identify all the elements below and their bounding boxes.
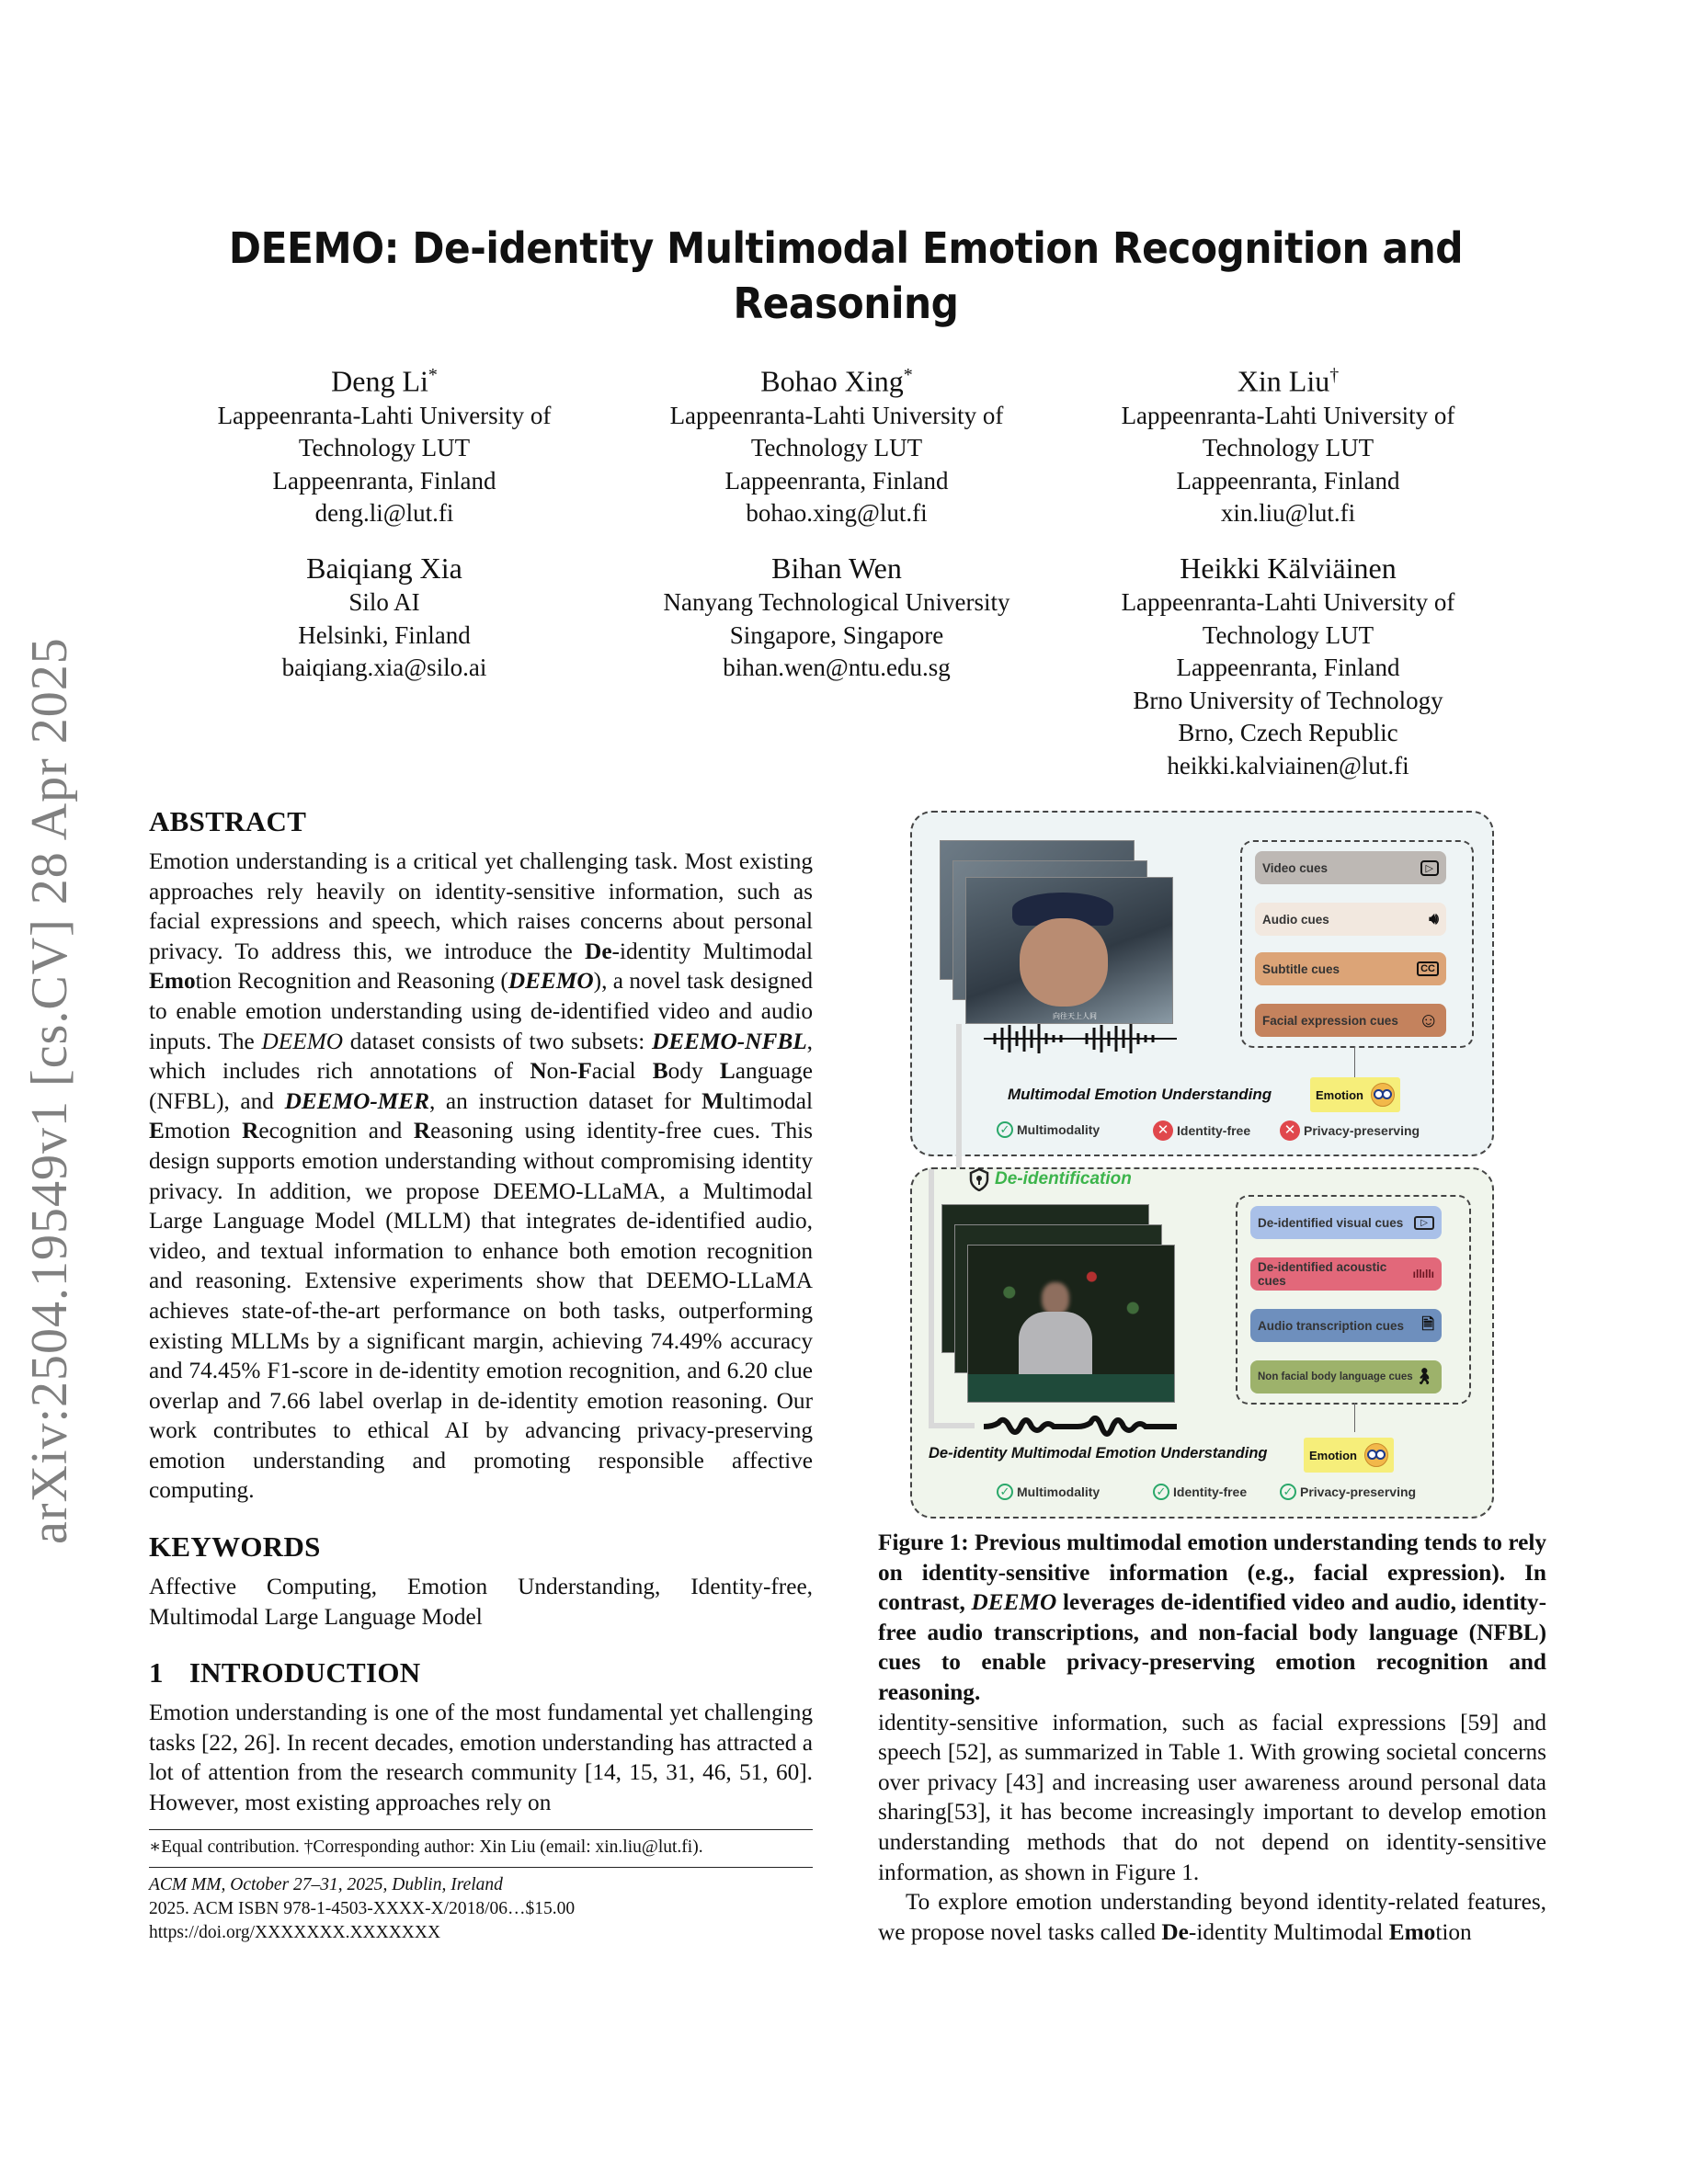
author-name: Heikki Kälviäinen [1180,552,1397,585]
property-multimodality [997,1484,1100,1500]
author-email[interactable]: bohao.xing@lut.fi [746,499,928,528]
property-label: Multimodality [1017,1484,1101,1499]
play-icon: ▷ [1420,860,1439,876]
author-name: Bohao Xing [760,364,904,398]
cue-non-facial-body-language [1250,1360,1442,1393]
deidentification-label [969,1167,1132,1191]
face-icon: ☺ [1418,1008,1439,1031]
venue-info: ACM MM, October 27–31, 2025, Dublin, Ireland [149,1874,503,1894]
introduction-heading [149,1655,813,1690]
check-icon: ✓ [997,1121,1013,1138]
cue-audio [1255,903,1446,936]
author-affiliation: Lappeenranta-Lahti University of [1121,401,1455,429]
subtitle-overlay: 向往天上人间 [1053,1012,1097,1020]
nerd-face-icon [1364,1443,1388,1467]
cue-label: De-identified acoustic cues [1258,1260,1387,1288]
right-column [878,1528,1546,1947]
panel-title: De-identity Multimodal Emotion Understanding [929,1445,1268,1462]
footnote-divider [149,1829,813,1830]
author-affiliation: Lappeenranta-Lahti University of [1121,588,1455,616]
cue-label: Video cues [1262,860,1329,875]
left-column [149,804,813,1945]
author-location: Lappeenranta, Finland [272,466,496,495]
cross-icon: ✕ [1280,1120,1300,1141]
cue-deidentified-visual [1250,1206,1442,1239]
author-affiliation: Technology LUT [750,434,923,462]
author-affiliation: Technology LUT [298,434,471,462]
author-location: Helsinki, Finland [298,620,471,649]
deidentified-waveform-icon [984,1410,1177,1443]
audio-transcript-icon: 🗎 [1421,1314,1434,1333]
property-label: Privacy-preserving [1300,1484,1417,1499]
property-multimodality [997,1121,1100,1138]
video-player-icon: ▷ [1414,1216,1434,1230]
author-deng-li [168,357,600,530]
author-affiliation: Lappeenranta-Lahti University of [217,401,552,429]
cues-container [1240,840,1474,1048]
check-icon: ✓ [997,1484,1013,1500]
property-privacy-preserving [1280,1120,1420,1141]
arrow-to-emotion [1354,1403,1355,1432]
author-name: Xin Liu [1237,364,1330,398]
doi-link[interactable]: https://doi.org/XXXXXXX.XXXXXXX [149,1922,441,1942]
author-heikki-kalviainen [1072,550,1504,782]
deidentity-understanding-panel [910,1167,1494,1519]
check-icon: ✓ [1153,1484,1169,1500]
author-affiliation: Silo AI [348,588,420,616]
cue-label: De-identified visual cues [1258,1215,1404,1230]
cue-subtitle [1255,952,1446,985]
emotion-label: Emotion [1309,1448,1357,1462]
author-email[interactable]: heikki.kalviainen@lut.fi [1167,751,1409,779]
author-name: Deng Li [331,364,428,398]
footnote-divider [149,1867,813,1868]
cue-label: Subtitle cues [1262,961,1340,976]
author-mark: * [903,365,913,385]
figure-1-caption: Figure 1: Previous multimodal emotion understanding tends to rely on identity-sensitive information (e.g., facial expression). In contrast, DEEMO leverages de-identified video and audio, identity-free audio transcriptions, and non-facial body language (NFBL) cues to enable privacy-preserving emotion recognition and reasoning. [878,1530,1546,1705]
author-mark: † [1329,365,1340,385]
footnote-contribution: ∗Equal contribution. †Corresponding author: Xin Liu (email: xin.liu@lut.fi). [149,1837,703,1857]
property-label: Identity-free [1177,1123,1251,1138]
property-label: Privacy-preserving [1304,1123,1420,1138]
abstract-heading: ABSTRACT [149,805,307,837]
author-email[interactable]: xin.liu@lut.fi [1220,499,1356,528]
author-email[interactable]: deng.li@lut.fi [314,499,454,528]
author-affiliation: Technology LUT [1202,620,1374,649]
author-mark: * [428,365,438,385]
introduction-paragraph-2: To explore emotion understanding beyond identity-related features, we propose novel tasks called De-identity Multimodal Emotion [878,1889,1546,1945]
cue-label: Non facial body language cues [1258,1371,1413,1382]
cue-label: Audio cues [1262,912,1329,927]
emotion-output [1310,1077,1400,1112]
author-affiliation: Lappeenranta-Lahti University of [669,401,1004,429]
author-bohao-xing [621,357,1053,530]
introduction-text-right: identity-sensitive information, such as facial expressions [59] and speech [52], as summarized in Table 1. With growing societal concerns over privacy [43] and increasing user awareness around personal data sharing[53], it has become increasingly important to develop emotion understanding methods that do not depend on identity-sensitive information, as shown in Figure 1. [878,1709,1546,1885]
keywords-text: Affective Computing, Emotion Understanding, Identity-free, Multimodal Large Language Model [149,1574,813,1630]
isbn-info: 2025. ACM ISBN 978-1-4503-XXXX-X/2018/06…$15.00 [149,1898,576,1918]
author-baiqiang-xia [168,550,600,685]
speaker-icon: 🔊︎ [1429,910,1439,927]
author-affiliation: Technology LUT [1202,434,1374,462]
deidentified-cues-container [1236,1195,1471,1405]
cue-label: Facial expression cues [1262,1013,1398,1028]
property-privacy-preserving [1280,1484,1416,1500]
property-identity-free [1153,1484,1247,1500]
cue-deidentified-acoustic [1250,1257,1442,1291]
arxiv-identifier-stamp: arXiv:2504.19549v1 [cs.CV] 28 Apr 2025 [21,637,78,1544]
abstract-text: Emotion understanding is a critical yet challenging task. Most existing approaches rely heavily on identity-sensitive information, such as facial expressions and speech, which raises concerns about personal privacy. To address this, we introduce the De-identity Multimodal Emotion Recognition and Reasoning (DEEMO), a novel task designed to enable emotion understanding using de-identified video and audio inputs. The DEEMO dataset consists of two subsets: DEEMO-NFBL, which includes rich annotations of Non-Facial Body Language (NFBL), and DEEMO-MER, an instruction dataset for Multimodal Emotion Recognition and Reasoning using identity-free cues. This design supports emotion understanding without compromising identity privacy. In addition, we propose DEEMO-LLaMA, a Multimodal Large Language Model (MLLM) that integrates de-identified audio, video, and textual information to enhance both emotion recognition and reasoning. Extensive experiments show that DEEMO-LLaMA achieves state-of-the-art performance on both tasks, outperforming existing MLLMs by a significant margin, achieving 74.49% accuracy and 74.45% F1-score in de-identity emotion recognition, and 6.20 clue overlap and 7.66 label overlap in de-identity emotion reasoning. Our work contributes to ethical AI by advancing privacy-preserving emotion understanding and promoting responsible affective computing. [149,848,813,1504]
section-title: INTRODUCTION [188,1656,421,1689]
cue-label: Audio transcription cues [1258,1318,1405,1333]
keywords-heading: KEYWORDS [149,1530,321,1564]
figure-1 [910,811,1494,1519]
author-location: Brno, Czech Republic [1178,719,1398,746]
author-name: Bihan Wen [771,552,902,585]
paper-title: DEEMO: De-identity Multimodal Emotion Recognition and Reasoning [228,223,1464,328]
author-name: Baiqiang Xia [306,552,462,585]
author-email[interactable]: bihan.wen@ntu.edu.sg [723,654,951,681]
video-frame-face [965,877,1173,1024]
cue-facial-expression [1255,1004,1446,1037]
section-number: 1 [149,1656,164,1689]
introduction-text-left: Emotion understanding is one of the most fundamental yet challenging tasks [22, 26]. In recent decades, emotion understanding has attracted a lot of attention from the research community [14, 15, 31, 46, 51, 60]. However, most existing approaches rely on [149,1700,813,1816]
property-label: Identity-free [1173,1484,1248,1499]
check-icon: ✓ [1280,1484,1296,1500]
author-affiliation: Nanyang Technological University [663,588,1010,616]
nerd-face-icon [1371,1083,1395,1107]
author-location: Lappeenranta, Finland [724,466,949,495]
shield-lock-icon [969,1167,989,1191]
author-affiliation: Brno University of Technology [1133,686,1443,714]
panel-title: Multimodal Emotion Understanding [1008,1086,1272,1103]
author-location: Singapore, Singapore [729,620,944,649]
body-language-icon: 🚶︎ [1414,1368,1434,1385]
author-location: Lappeenranta, Finland [1176,466,1400,495]
cue-audio-transcription [1250,1309,1442,1342]
deidentification-text: De-identification [995,1169,1132,1189]
video-frame-blurred-face [967,1245,1175,1403]
emotion-label: Emotion [1316,1087,1363,1102]
cross-icon: ✕ [1153,1120,1173,1141]
soundwave-icon: ıllıllı [1412,1268,1434,1280]
audio-waveform-icon [984,1022,1177,1055]
arrow-to-emotion [1354,1046,1355,1079]
conventional-understanding-panel [910,811,1494,1156]
property-identity-free [1153,1120,1250,1141]
cc-icon: CC [1417,961,1439,976]
author-xin-liu [1072,357,1504,530]
property-label: Multimodality [1017,1122,1101,1137]
author-bihan-wen [621,550,1053,685]
emotion-output [1304,1438,1394,1473]
author-email[interactable]: baiqiang.xia@silo.ai [281,654,487,681]
author-location: Lappeenranta, Finland [1176,654,1400,681]
cue-video [1255,851,1446,884]
